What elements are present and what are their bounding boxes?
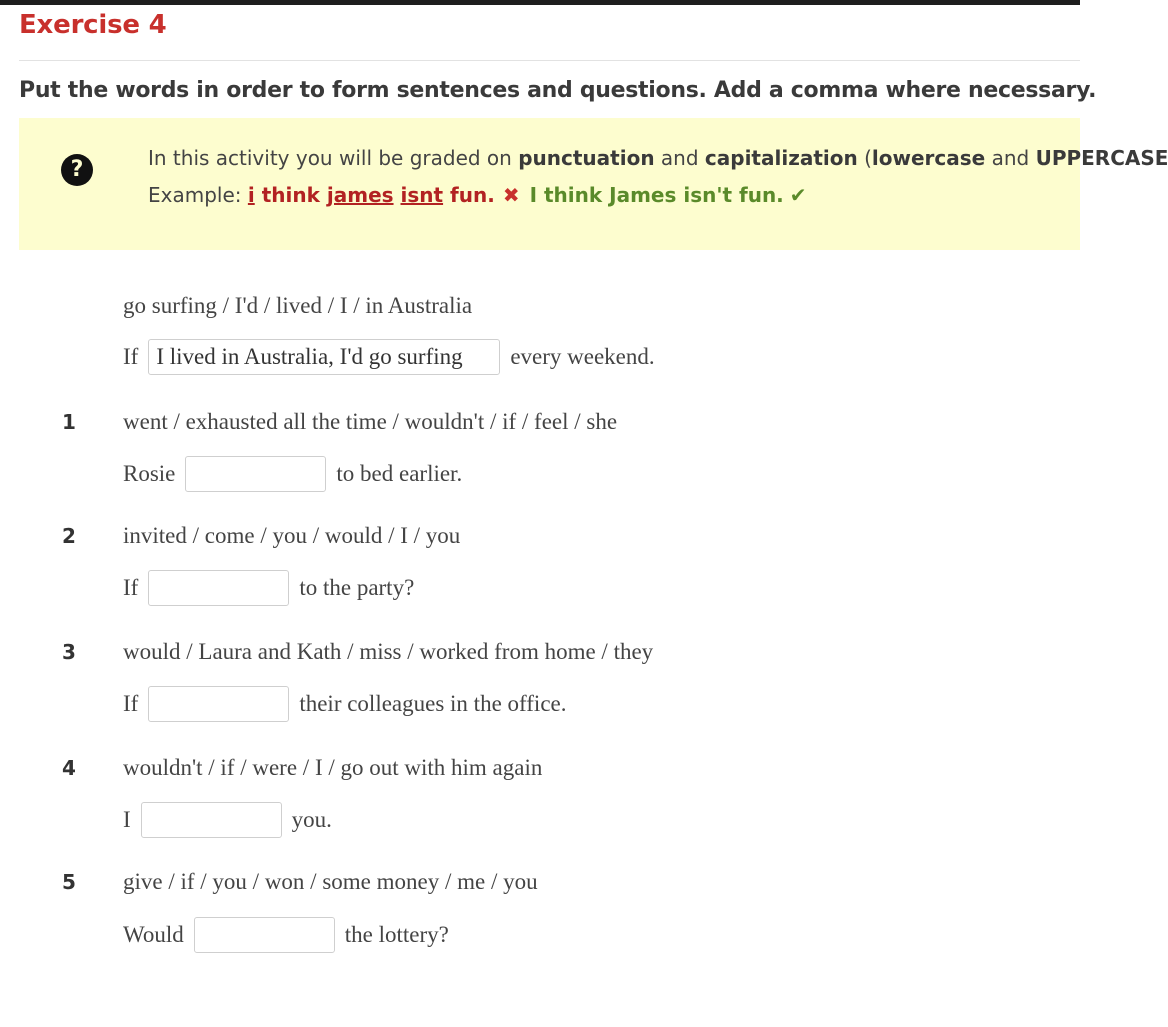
question-number: 1 [62, 410, 76, 434]
word-prompt: would / Laura and Kath / miss / worked from home / they [123, 639, 654, 664]
example-answer-row [123, 337, 655, 377]
answer-row [123, 915, 449, 955]
info-paren: ( [857, 146, 872, 170]
answer-input-2[interactable] [148, 570, 289, 606]
wrong-word: think [261, 183, 320, 207]
answer-input-3[interactable] [148, 686, 289, 722]
answer-input-4[interactable] [141, 802, 282, 838]
wrong-word: fun. [450, 183, 495, 207]
word-prompt: went / exhausted all the time / wouldn't / if / feel / she [123, 409, 618, 434]
info-uppercase: UPPERCASE [1035, 146, 1168, 170]
sentence-end: to the party? [299, 575, 415, 600]
answer-row [123, 568, 414, 608]
sentence-start: If [123, 344, 139, 369]
sentence-start: I [123, 807, 131, 832]
word-prompt: give / if / you / won / some money / me / you [123, 869, 538, 894]
sentence-end: you. [291, 807, 332, 832]
info-and: and [654, 146, 705, 170]
cross-icon: ✖ [502, 183, 520, 207]
info-text-prefix: In this activity you will be graded on [148, 146, 519, 170]
sentence-start: If [123, 691, 139, 716]
info-and-2: and [985, 146, 1036, 170]
info-punctuation: punctuation [518, 146, 655, 170]
check-icon: ✔ [789, 183, 807, 207]
example-prompt: go surfing / I'd / lived / I / in Australia [123, 293, 473, 318]
example-label: Example: [148, 183, 248, 207]
top-bar [0, 0, 1080, 5]
exercise-title: Exercise 4 [19, 10, 167, 40]
grading-info-box [19, 118, 1168, 250]
info-lowercase: lowercase [871, 146, 986, 170]
sentence-start: Rosie [123, 461, 176, 486]
wrong-word: james [326, 183, 394, 207]
exercise-instruction: Put the words in order to form sentences and questions. Add a comma where necessary. [19, 78, 1097, 103]
info-capitalization: capitalization [704, 146, 858, 170]
example-answer-field[interactable]: I lived in Australia, I'd go surfing [148, 339, 500, 375]
sentence-end: the lottery? [344, 922, 449, 947]
answer-input-1[interactable] [185, 456, 326, 492]
sentence-end: every weekend. [510, 344, 655, 369]
answer-row [123, 800, 332, 840]
question-number: 2 [62, 524, 76, 548]
answer-input-5[interactable] [194, 917, 335, 953]
sentence-start: Would [123, 922, 184, 947]
question-number: 3 [62, 640, 76, 664]
grading-info-text [148, 146, 1168, 170]
question-circle-icon[interactable]: ? [61, 154, 93, 186]
question-number: 4 [62, 756, 76, 780]
answer-row [123, 454, 462, 494]
example-wrong-sentence [248, 183, 495, 207]
sentence-start: If [123, 575, 139, 600]
word-prompt: wouldn't / if / were / I / go out with him again [123, 755, 543, 780]
question-number: 5 [62, 870, 76, 894]
wrong-word: isnt [400, 183, 444, 207]
wrong-word: i [247, 183, 255, 207]
word-prompt: invited / come / you / would / I / you [123, 523, 461, 548]
answer-row [123, 684, 567, 724]
title-divider [19, 60, 1080, 61]
sentence-end: their colleagues in the office. [299, 691, 567, 716]
example-correct-sentence: I think James isn't fun. [529, 183, 784, 207]
grading-example-line [148, 183, 807, 207]
sentence-end: to bed earlier. [336, 461, 463, 486]
